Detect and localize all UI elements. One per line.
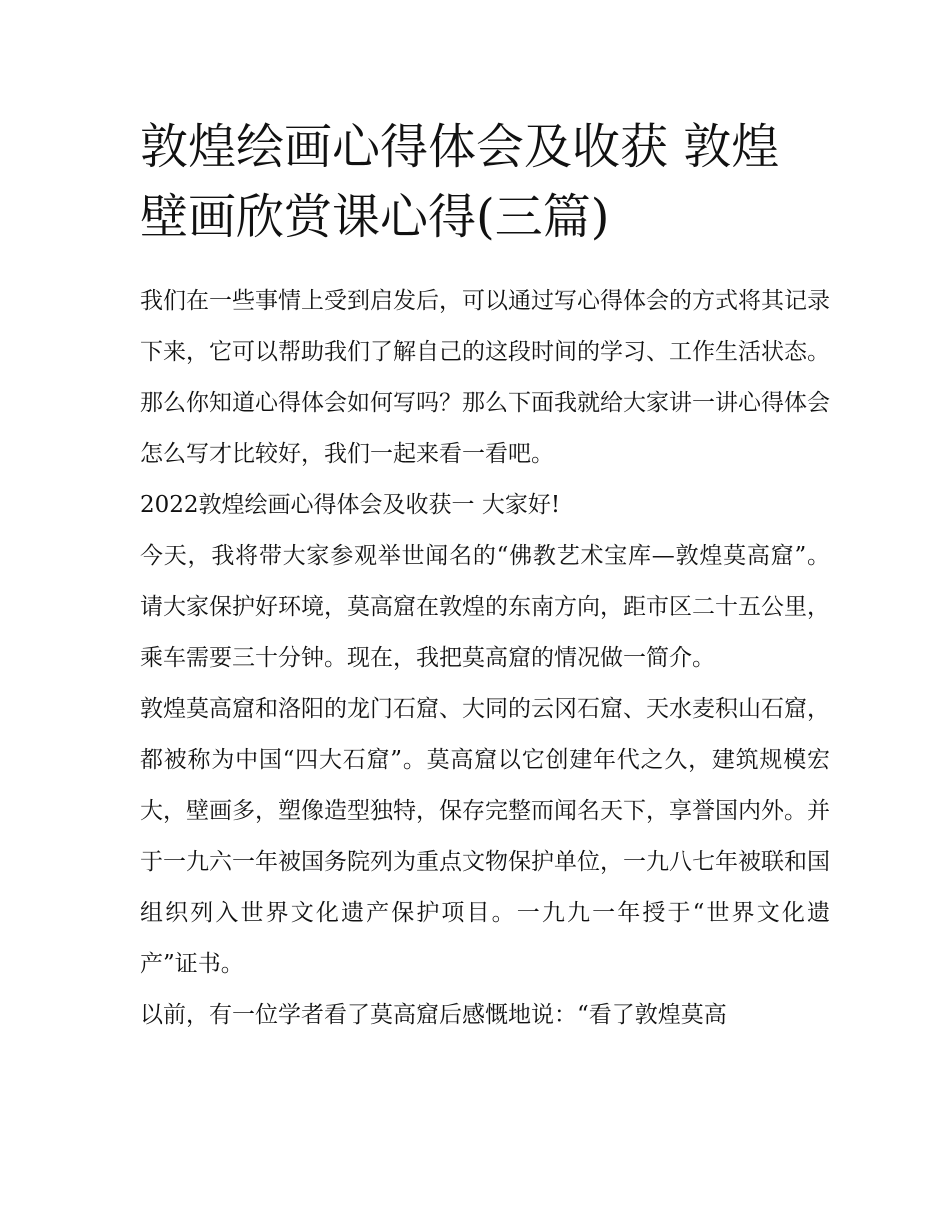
paragraph-today: 今天，我将带大家参观举世闻名的“佛教艺术宝库—敦煌莫高窟”。请大家保护好环境，莫高窟在敦煌的东南方向，距市区二十五公里，乘车需要三十分钟。现在，我把莫高窟的情况做一简介。 (140, 543, 830, 671)
document-title: 敦煌绘画心得体会及收获 敦煌壁画欣赏课心得(三篇) (140, 119, 780, 245)
paragraph-intro: 我们在一些事情上受到启发后，可以通过写心得体会的方式将其记录下来，它可以帮助我们了解自己的这段时间的学习、工作生活状态。那么你知道心得体会如何写吗？那么下面我就给大家讲一讲心得体会怎么写才比较好，我们一起来看一看吧。 (140, 288, 830, 467)
paragraph-four-grottoes: 敦煌莫高窟和洛阳的龙门石窟、大同的云冈石窟、天水麦积山石窟，都被称为中国“四大石窟”。莫高窟以它创建年代之久，建筑规模宏大，壁画多，塑像造型独特，保存完整而闻名天下，享誉国内外。并于一九六一年被国务院列为重点文物保护单位，一九八七年被联和国组织列入世界文化遗产保护项目。一九九一年授于“世界文化遗产”证书。 (140, 696, 830, 977)
document-body (140, 276, 830, 1041)
paragraph-section-heading: 2022敦煌绘画心得体会及收获一 大家好! (140, 492, 561, 518)
paragraph-scholar-quote: 以前，有一位学者看了莫高窟后感慨地说：“看了敦煌莫高 (140, 1002, 727, 1028)
